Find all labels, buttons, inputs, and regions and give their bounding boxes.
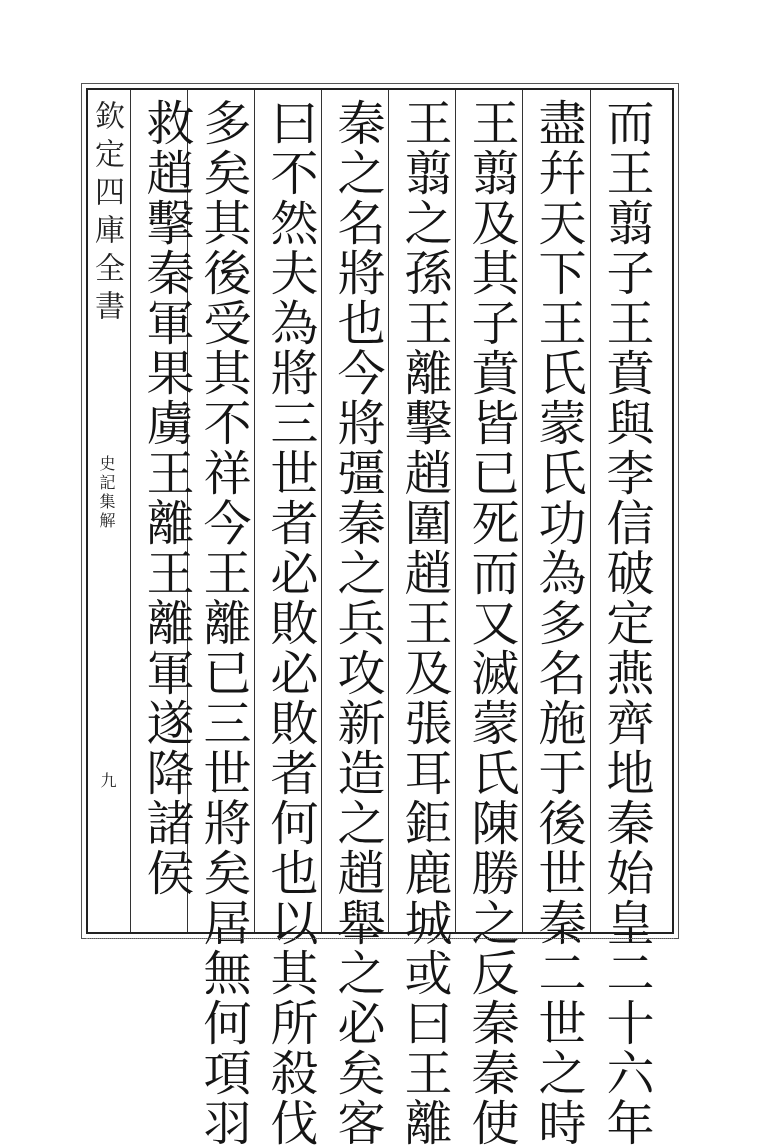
text-column-5: 秦之名將也今將彊秦之兵攻新造之趙舉之必矣客 (329, 98, 385, 1148)
column-divider (254, 90, 255, 932)
text-column-6: 曰不然夫為將三世者必敗必敗者何也以其所殺伐 (262, 98, 318, 1148)
text-column-7: 多矣其後受其不祥今王離已三世將矣居無何項羽 (195, 98, 251, 1148)
column-divider (388, 90, 389, 932)
bottom-scan-edge (86, 938, 674, 945)
column-divider (455, 90, 456, 932)
text-column-2: 盡幷天下王氏蒙氏功為多名施于後世秦二世之時 (530, 98, 586, 1148)
collection-title: 欽定四庫全書 (89, 100, 124, 328)
margin-divider (130, 90, 131, 932)
text-column-4: 王翦之孫王離擊趙圍趙王及張耳鉅鹿城或曰王離 (396, 98, 452, 1148)
text-column-1: 而王翦子王賁與李信破定燕齊地秦始皇二十六年 (598, 98, 654, 1148)
column-divider (522, 90, 523, 932)
text-column-3: 王翦及其子賁皆已死而又滅蒙氏陳勝之反秦秦使 (463, 98, 519, 1148)
column-divider (321, 90, 322, 932)
text-column-8: 救趙擊秦軍果虜王離王離軍遂降諸侯 (138, 98, 194, 898)
book-title: 史記集解 (97, 455, 116, 531)
column-divider (590, 90, 591, 932)
page-number: 九 (98, 772, 117, 788)
